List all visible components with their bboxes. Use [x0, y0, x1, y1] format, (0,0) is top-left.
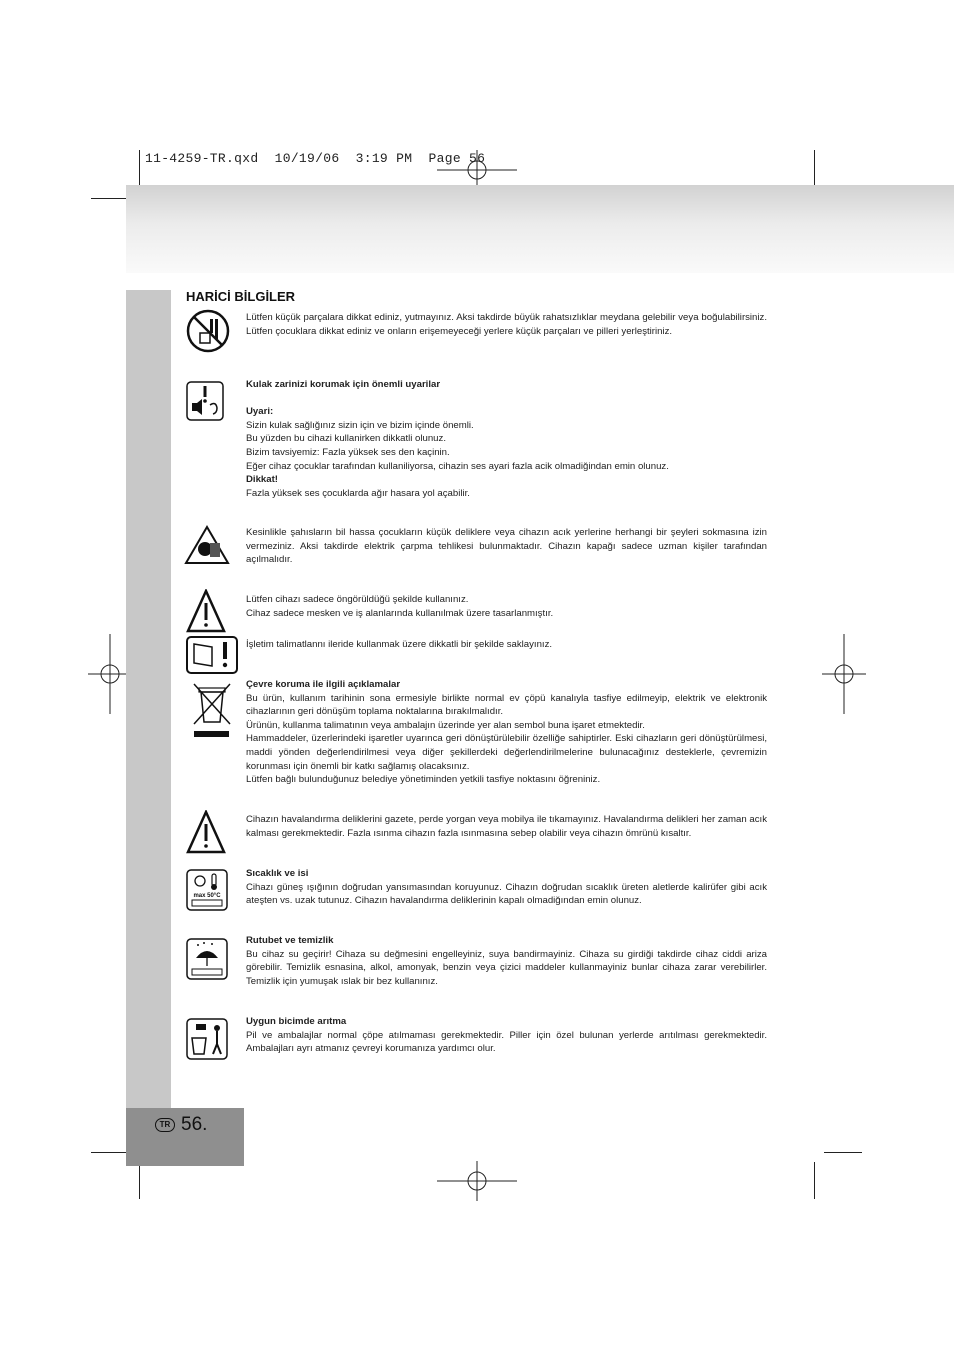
section-environment — [246, 678, 767, 787]
section-temperature — [246, 867, 767, 908]
page-number — [155, 1114, 207, 1136]
hearing-heading: Kulak zarinizi korumak için önemli uyarilar — [246, 379, 441, 390]
crop-mark — [814, 1162, 815, 1199]
electric-shock-text: Kesinlikle şahısların bil hassa çocukların küçük deliklere veya cihazın acık yerlerine herhangi bir şeyleri sokmasına izin vermeziniz. Aksi takdirde elektrik çarpma tehlikesi bulunmaktadır. Cihazın kapağı sadece uzman kişiler tarafından açılmalıdır. — [246, 527, 767, 566]
no-small-parts-icon — [186, 309, 230, 353]
hearing-line: Eğer cihaz çocuklar tarafından kullaniliyorsa, cihazin ses ayari fazla acik olmadiğindan emin olunuz. — [246, 460, 669, 472]
crop-mark — [91, 198, 129, 199]
section-disposal — [246, 1015, 767, 1056]
section-manual — [246, 638, 767, 652]
disposal-text: Pil ve ambalajlar normal çöpe atılmaması gerekmektedir. Piller için özel bulunan yerlerde arıtılması gerekmektedir. Ambalajları ayrı atmanız çevreyi korumanıza yardımcı olur. — [246, 1029, 767, 1055]
warning-triangle-icon — [186, 589, 226, 633]
intended-use-line: Cihaz sadece mesken ve iş alanlarında kullanılmak üzere tasarlanmıştır. — [246, 607, 554, 619]
language-badge: TR — [155, 1118, 175, 1132]
section-small-parts — [246, 311, 767, 338]
temperature-text: Cihazı güneş ışığının doğrudan yansımasından koruyunuz. Cihazın doğrudan sıcaklık üreten aletlerde kalirüfer gibi acık ateşten vs. uzak tutunuz. Cihazın havalandırma deliklerinin kapalı olmadiğından emin olunuz. — [246, 881, 767, 907]
header-band — [126, 185, 954, 273]
crop-mark — [814, 150, 815, 187]
hearing-line: Sizin kulak sağlığınız sizin için ve bizim içinde önemli. — [246, 419, 474, 431]
registration-mark-bottom — [437, 1161, 517, 1201]
section-moisture — [246, 934, 767, 988]
temperature-icon-label: max 50°C — [193, 893, 221, 899]
section-hearing — [246, 378, 767, 500]
hearing-warning-icon — [186, 381, 224, 421]
moisture-umbrella-icon — [186, 938, 228, 980]
environment-heading: Çevre koruma ile ilgili açıklamalar — [246, 679, 401, 690]
manual-text: İşletim talimatlannı ileride kullanmak üzere dikkatli bir şekilde saklayınız. — [246, 639, 553, 650]
moisture-heading: Rutubet ve temizlik — [246, 935, 334, 946]
environment-paragraph: Ürünün, kullanma talimatının veya ambalajın üzerinde yer alan sembol buna işaret etmektedir. — [246, 719, 645, 731]
crop-mark — [824, 1152, 862, 1153]
crop-mark — [139, 1162, 140, 1199]
file-slug: 11-4259-TR.qxd 10/19/06 3:19 PM Page 56 — [145, 151, 486, 166]
hearing-caution-label: Dikkat! — [246, 474, 278, 486]
temperature-heading: Sıcaklık ve isi — [246, 868, 309, 879]
intended-use-line: Lütfen cihazı sadece öngörüldüğü şekilde kullanınız. — [246, 594, 469, 605]
page-title: HARİCİ BİLGİLER — [186, 289, 296, 304]
ventilation-warning-icon — [186, 810, 226, 854]
crop-mark — [91, 1152, 129, 1153]
section-intended-use — [246, 593, 767, 620]
sidebar-strip — [126, 290, 171, 1110]
section-electric-shock — [246, 526, 767, 567]
hearing-warn-label: Uyari: — [246, 406, 274, 418]
moisture-text: Bu cihaz su geçirir! Cihaza su değmesini engelleyiniz, suya bandirmayiniz. Cihaza su girdiği takdirde cihaz ciddi ariza görebilir. Temizlik esnasina, alkol, amonyak, benzin veya çizici maddeler kullanmayiniz bunlar cihaza zarar verebilirler. Temizlik için yumuşak ıslak bir bez kullanınız. — [246, 948, 767, 987]
hearing-line: Bu yüzden bu cihazi kullanirken dikkatli olunuz. — [246, 433, 446, 445]
manual-keep-icon — [186, 636, 238, 674]
environment-paragraph: Bu ürün, kullanım tarihinin sona ermesiyle birlikte normal ev çöpü kanalıyla tasfiye edilmeyip, elektrik ve elektronik cihazlarının geri dönüşüm toplama noktalarına bırakılmalıdır. — [246, 692, 767, 718]
temperature-icon — [186, 869, 228, 911]
small-parts-text: Lütfen küçük parçalara dikkat ediniz, yutmayınız. Aksi takdirde büyük rahatsızlıklar meydana gelebilir veya boğulabilirsiniz. Lütfen çocuklara dikkat ediniz ve onların erişemeyeceği yerlere küçük parçaları ve pilleri yerleştiriniz. — [246, 312, 767, 337]
environment-paragraph: Hammaddeler, üzerlerindeki işaretler uyarınca geri dönüştürülebilir özelliğe sahiptirler. Eski cihazların geri dönüştürülmesi, maddi yönden değerlendirilmesi veya diğer şekillerdeki değerlendirilmelerine bulunacağınız desteklerle, çevremizin korunması için önemli bir katkı sağlamış olacaksınız. — [246, 733, 767, 772]
section-ventilation — [246, 813, 767, 840]
registration-mark-right — [822, 634, 866, 714]
disposal-heading: Uygun bicimde arıtma — [246, 1016, 347, 1027]
environment-paragraph: Lütfen bağlı bulunduğunuz belediye yönetiminden yetkili tasfiye noktasını öğreniniz. — [246, 774, 601, 786]
ventilation-text: Cihazın havalandırma deliklerini gazete, perde yorgan veya mobilya ile tıkamayınız. Havalandırma delikleri her zaman acık kalması gerekmektedir. Fazla ısınma cihazın fazla ısınmasına sebep olabilir veya cihazın ömrünü kısaltır. — [246, 814, 767, 839]
disposal-bin-icon — [186, 1018, 228, 1060]
hearing-caution-text: Fazla yüksek ses çocuklarda ağır hasara yol açabilir. — [246, 487, 470, 499]
electric-shock-warning-icon — [184, 525, 230, 565]
hearing-line: Bizim tavsiyemiz: Fazla yüksek ses den kaçinin. — [246, 446, 450, 458]
weee-recycle-bin-icon — [192, 680, 232, 738]
page-number-text: 56. — [181, 1114, 208, 1135]
crop-mark — [139, 150, 140, 187]
